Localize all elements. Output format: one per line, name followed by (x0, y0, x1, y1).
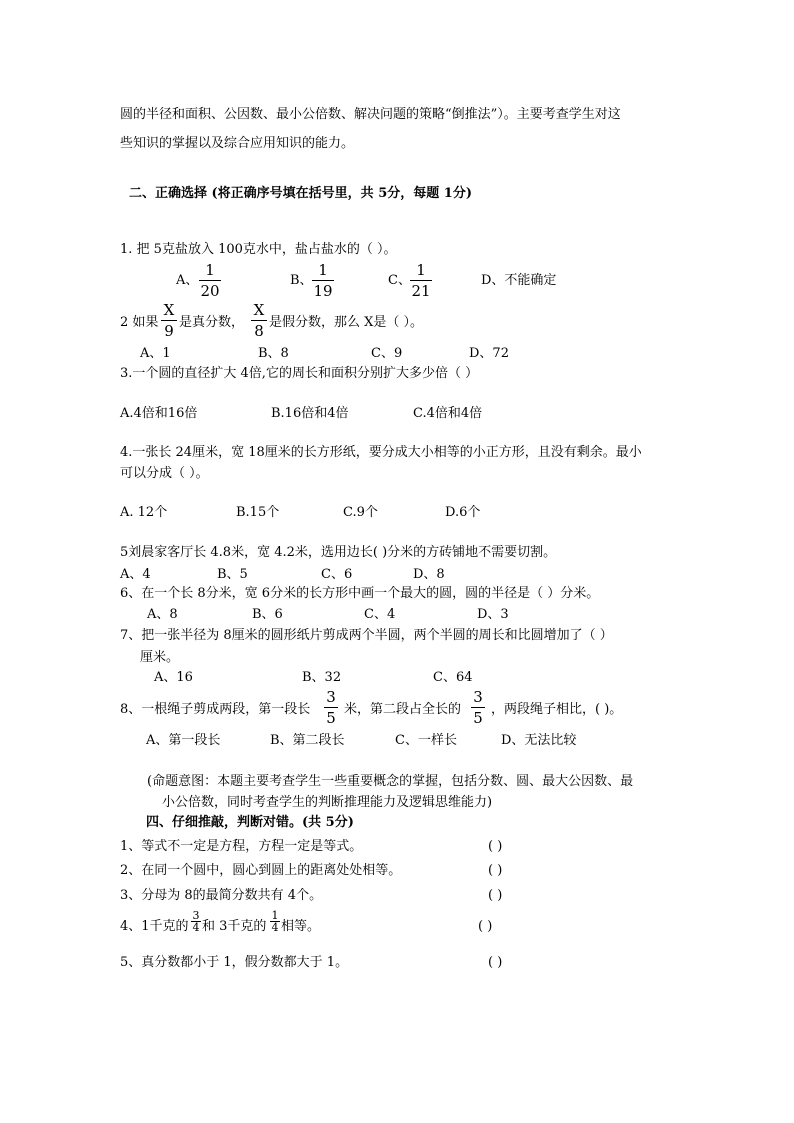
q1-option-b-label: B、 (290, 273, 313, 288)
fraction-bar (312, 280, 334, 281)
q8-middle: 米，第二段占全长的 (344, 702, 462, 717)
fraction-numerator: 1 (271, 909, 279, 922)
q1-stem: 1. 把 5克盐放入 100克水中，盐占盐水的（ ）。 (120, 242, 397, 257)
fraction-denominator: 4 (192, 921, 200, 934)
fraction-numerator: X (163, 301, 175, 319)
q2-prefix: 2 如果 (120, 315, 159, 330)
intro-line-2: 些知识的掌握以及综合应用知识的能力。 (120, 136, 355, 151)
q2-option-d: D、72 (469, 346, 509, 361)
tf-item-4-fraction-2 (270, 910, 280, 933)
q8-option-a: A、第一段长 (146, 733, 221, 748)
q4-line-2: 可以分成（ ）。 (120, 466, 209, 481)
q7-line-2: 厘米。 (140, 650, 180, 665)
q6-option-b: B、6 (252, 607, 283, 622)
q1-option-d: D、不能确定 (481, 273, 557, 288)
q5-stem: 5刘晨家客厅长 4.8米，宽 4.2米，选用边长( )分米的方砖铺地不需要切割。 (120, 545, 557, 560)
q8-option-c: C、一样长 (395, 733, 457, 748)
q6-option-a: A、8 (147, 607, 178, 622)
fraction-denominator: 19 (313, 282, 333, 300)
tf-item-4-answer-paren[interactable]: ( ) (478, 919, 493, 934)
fraction-numerator: 3 (326, 688, 336, 706)
q7-option-c: C、64 (433, 670, 473, 685)
fraction-numerator: 1 (318, 261, 328, 279)
fraction-denominator: 9 (164, 322, 174, 340)
q3-option-c: C.4倍和4倍 (413, 406, 483, 421)
q1-option-a-label: A、 (176, 273, 199, 288)
intent-line-2: 小公倍数，同时考查学生的判断推理能力及逻辑思维能力) (162, 795, 493, 810)
fraction-numerator: 3 (192, 909, 200, 922)
fraction-denominator: 21 (411, 282, 431, 300)
tf-item-1: 1、等式不一定是方程，方程一定是等式。 (120, 839, 363, 854)
q5-option-a: A、4 (120, 567, 151, 582)
q7-line-1: 7、把一张半径为 8厘米的圆形纸片剪成两个半圆，两个半圆的周长和比圆增加了（ ） (120, 628, 613, 643)
tf-item-3-answer-paren[interactable]: ( ) (488, 888, 503, 903)
q2-fraction-1 (161, 302, 177, 340)
q8-option-d: D、无法比较 (501, 733, 577, 748)
q4-option-b: B.15个 (236, 505, 280, 520)
fraction-bar (324, 707, 338, 708)
q7-option-a: A、16 (154, 670, 193, 685)
fraction-denominator: 4 (271, 921, 279, 934)
fraction-bar (410, 280, 432, 281)
fraction-denominator: 8 (254, 322, 264, 340)
fraction-numerator: 1 (205, 261, 215, 279)
q8-prefix: 8、一根绳子剪成两段，第一段长 (120, 702, 311, 717)
intent-line-1: (命题意图：本题主要考查学生一些重要概念的掌握，包括分数、圆、最大公因数、最 (147, 774, 634, 789)
q6-option-d: D、3 (477, 607, 509, 622)
q1-option-c-fraction (410, 262, 432, 300)
q3-option-a: A.4倍和16倍 (120, 406, 198, 421)
fraction-denominator: 5 (473, 709, 483, 727)
fraction-denominator: 20 (200, 282, 220, 300)
fraction-numerator: 3 (473, 688, 483, 706)
tf-item-2-answer-paren[interactable]: ( ) (488, 863, 503, 878)
fraction-denominator: 5 (326, 709, 336, 727)
q8-fraction-2 (471, 689, 485, 727)
q3-stem: 3.一个圆的直径扩大 4倍,它的周长和面积分别扩大多少倍（ ） (120, 366, 479, 381)
q4-line-1: 4.一张长 24厘米，宽 18厘米的长方形纸，要分成大小相等的小正方形，且没有剩余。最小 (120, 445, 642, 460)
fraction-bar (471, 707, 485, 708)
q3-option-b: B.16倍和4倍 (271, 406, 349, 421)
tf-item-5-answer-paren[interactable]: ( ) (488, 955, 503, 970)
q4-option-a: A. 12个 (120, 505, 168, 520)
q2-option-a: A、1 (140, 346, 171, 361)
tf-item-2: 2、在同一个圆中，圆心到圆上的距离处处相等。 (120, 863, 402, 878)
tf-item-5: 5、真分数都小于 1，假分数都大于 1。 (120, 955, 349, 970)
q4-option-d: D.6个 (445, 505, 481, 520)
q1-option-b-fraction (312, 262, 334, 300)
tf-item-3: 3、分母为 8的最简分数共有 4个。 (120, 888, 323, 903)
q5-option-c: C、6 (321, 567, 353, 582)
q2-fraction-2 (251, 302, 267, 340)
q2-option-b: B、8 (258, 346, 289, 361)
tf-item-4-suffix: 相等。 (281, 919, 321, 934)
q8-suffix: ，两段绳子相比，( )。 (491, 702, 623, 717)
tf-item-1-answer-paren[interactable]: ( ) (488, 839, 503, 854)
q7-option-b: B、32 (302, 670, 342, 685)
fraction-bar (161, 320, 177, 321)
fraction-bar (199, 280, 221, 281)
q2-option-c: C、9 (371, 346, 403, 361)
fraction-numerator: X (253, 301, 265, 319)
intro-line-1: 圆的半径和面积、公因数、最小公倍数、解决问题的策略“倒推法”）。主要考查学生对这 (120, 107, 621, 122)
q8-fraction-1 (324, 689, 338, 727)
q5-option-d: D、8 (413, 567, 445, 582)
section-2-heading: 二、正确选择 (将正确序号填在括号里，共 5分，每题 1分) (129, 186, 472, 201)
section-4-heading: 四、仔细推敲，判断对错。(共 5分) (146, 815, 354, 830)
fraction-bar (251, 320, 267, 321)
q5-option-b: B、5 (217, 567, 248, 582)
tf-item-4-middle: 和 3千克的 (202, 919, 267, 934)
q8-option-b: B、第二段长 (270, 733, 345, 748)
fraction-numerator: 1 (416, 261, 426, 279)
q2-middle: 是真分数， (179, 315, 245, 330)
tf-item-4-fraction-1 (191, 910, 201, 933)
tf-item-4-prefix: 4、1千克的 (120, 919, 189, 934)
q6-option-c: C、4 (364, 607, 396, 622)
q1-option-a-fraction (199, 262, 221, 300)
q4-option-c: C.9个 (343, 505, 378, 520)
q2-suffix: 是假分数，那么 X是（ ）。 (269, 315, 424, 330)
q1-option-c-label: C、 (388, 273, 411, 288)
q6-stem: 6、在一个长 8分米，宽 6分米的长方形中画一个最大的圆，圆的半径是（ ）分米。 (120, 586, 600, 601)
